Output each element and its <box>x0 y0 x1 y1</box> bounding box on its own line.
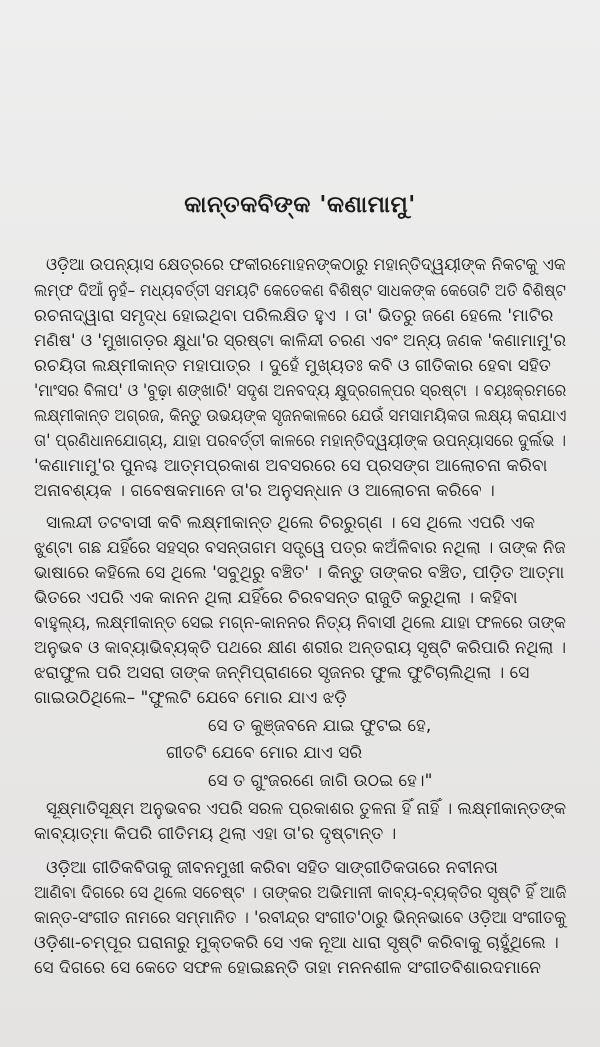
paragraph-1-line: ଓଡ଼ିଆ ଉପନ୍ୟାସ କ୍ଷେତ୍ରରେ ଫକୀରମୋହନଙ୍କଠାରୁ ମହାନ୍ତିଦ୍ୱୟୀଙ୍କ ନିକଟକୁ ଏକ <box>46 255 566 275</box>
paragraph-2-line: ବାହୁଲ୍ୟ, ଲକ୍ଷ୍ମୀକାନ୍ତ ସେଇ ମଗ୍ନ-କାନନର ନିତ୍ୟ ନିବାସୀ ଥିଲେ ଯାହା ଫଳରେ ତାଙ୍କ <box>34 613 566 633</box>
paragraph-1-line: ଲମ୍ଫ ଦିଆଁ ନୁହଁ– ମଧ୍ୟବର୍ତ୍ତୀ ସମୟଟି କେତେକଣ ବିଶିଷ୍ଟ ସାଧକଙ୍କ କେତୋଟି ଅତି ବିଶିଷ୍ଟ <box>34 281 566 301</box>
paragraph-3-line: କାବ୍ୟାତ୍ମା କିପରି ଗୀତିମୟ ଥିଲା ଏହା ତା'ର ଦୃଷ୍ଟାନ୍ତ । <box>34 824 397 844</box>
paragraph-1-line: ଅନାବଶ୍ୟକ । ଗବେଷକମାନେ ତା'ର ଅନୁସନ୍ଧାନ ଓ ଆଲୋଚନା କରିବେ । <box>34 481 495 501</box>
paragraph-1-line: ତା' ପ୍ରଣିଧାନଯୋଗ୍ୟ, ଯାହା ପରବର୍ତ୍ତୀ କାଳରେ ମହାନ୍ତିଦ୍ୱୟୀଙ୍କ ଉପନ୍ୟାସରେ ଦୁର୍ଲଭ । <box>34 431 567 451</box>
verse-line: ସେ ତ କୁଞ୍ଜବନେ ଯାଇ ଫୁଟଇ ହେ, <box>208 716 432 736</box>
paragraph-2-line: ଭିତରେ ଏପରି ଏକ କାନନ ଥିଲା ଯହିଁରେ ଚିରବସନ୍ତ ରାଜୁତି କରୁଥିଲା । କହିବା <box>34 588 518 608</box>
paragraph-4-line: ଓଡ଼ିଶା-ଚମ୍ପୂର ଘରାନାରୁ ମୁକ୍ତକରି ସେ ଏକ ନୂଆ ଧାରା ସୃଷ୍ଟି କରିବାକୁ ଚାହୁଁଥିଲେ । <box>34 933 559 953</box>
paragraph-4-line: ଓଡ଼ିଆ ଗୀତିକବିତାକୁ ଜୀବନମୁଖୀ କରିବା ସହିତ ସାଙ୍ଗୀତିକତାରେ ନବୀନତା <box>46 858 498 878</box>
verse-line: ଗୀତଟି ଯେବେ ମୋର ଯାଏ ସରି <box>166 743 363 763</box>
paragraph-3-line: ସୂକ୍ଷ୍ମାତିସୂକ୍ଷ୍ମ ଅନୁଭବର ଏପରି ସରଳ ପ୍ରକାଶର ତୁଳନା ହିଁ ନାହିଁ । ଲକ୍ଷ୍ମୀକାନ୍ତଙ୍କ <box>46 799 567 819</box>
paragraph-1-line: ଲକ୍ଷ୍ମୀକାନ୍ତ ଅଗ୍ରଜ, କିନ୍ତୁ ଉଭୟଙ୍କ ସୃଜନକାଳରେ ଯେଉଁ ସମସାମୟିକତା ଲକ୍ଷ୍ୟ କରାଯାଏ <box>34 406 567 426</box>
paragraph-4-line: ସେ ଦିଗରେ ସେ କେତେ ସଫଳ ହୋଇଛନ୍ତି ତାହା ମନନଶୀଳ ସଂଗୀତବିଶାରଦମାନେ <box>34 958 541 978</box>
paragraph-2-line: ସାଲନ୍ଦୀ ତଟବାସୀ କବି ଲକ୍ଷ୍ମୀକାନ୍ତ ଥିଲେ ଚିରରୁଗ୍ଣ । ସେ ଥିଲେ ଏପରି ଏକ <box>46 513 535 533</box>
paragraph-2-line: ଗାଇଉଠିଥିଲେ– "ଫୁଲଟି ଯେବେ ମୋର ଯାଏ ଝଡ଼ି <box>34 688 347 708</box>
paragraph-1-line: 'ମାଂସର ବିଳାପ' ଓ 'ବୁଢ଼ା ଶଙ୍ଖାରି' ସଦୃଶ ଅନବଦ୍ୟ କ୍ଷୁଦ୍ରଗଳ୍ପର ସ୍ରଷ୍ଟା । ବୟଃକ୍ରମରେ <box>34 381 567 401</box>
chapter-title: କାନ୍ତକବିଙ୍କ 'କଣାମାମୁ' <box>184 192 416 218</box>
paragraph-1-line: ରଚନାଦ୍ୱାରା ସମୃଦ୍ଧ ହୋଇଥିବା ପରିଲକ୍ଷିତ ହୁଏ । ତା' ଭିତରୁ ଜଣେ ହେଲେ 'ମାଟିର <box>34 306 554 326</box>
paragraph-1-line: ରଚୟିତା ଲକ୍ଷ୍ମୀକାନ୍ତ ମହାପାତ୍ର । ଦୁହେଁ ମୁଖ୍ୟତଃ କବି ଓ ଗୀତିକାର ହେବା ସହିତ <box>34 356 551 376</box>
verse-line: ସେ ତ ଗୁଂଜରଣେ ଜାଗି ଉଠଇ ହେ।" <box>208 771 433 791</box>
paragraph-2-line: ଭାଷାରେ କହିଲେ ସେ ଥିଲେ 'ସବୁଥିରୁ ବଞ୍ଚିତ' । କିନ୍ତୁ ତାଙ୍କର ବଞ୍ଚିତ, ପୀଡ଼ିତ ଆତ୍ମା <box>34 563 565 583</box>
paragraph-2-line: ଝରାଫୁଲ ପରି ଅସରା ତାଙ୍କ ଜନ୍ମିପ୍ରାଣରେ ସୃଜନର ଫୁଲ ଫୁଟିଚାଲିଥିଲା । ସେ <box>34 663 530 683</box>
paragraph-4-line: ଆଣିବା ଦିଗରେ ସେ ଥିଲେ ସଚେଷ୍ଟ । ତାଙ୍କର ଅଭିମାନୀ କାବ୍ୟ-ବ୍ୟକ୍ତିର ସୃଷ୍ଟି ହିଁ ଆଜି <box>34 883 567 903</box>
paragraph-2-line: ଅନୁଭବ ଓ କାବ୍ୟାଭିବ୍ୟକ୍ତି ପଥରେ କ୍ଷୀଣ ଶରୀର ଅନ୍ତରାୟ ସୃଷ୍ଟି କରିପାରି ନଥିଲା । <box>34 638 567 658</box>
paragraph-4-line: କାନ୍ତ-ସଂଗୀତ ନାମରେ ସମ୍ମାନିତ । 'ରବୀନ୍ଦ୍ର ସଂଗୀତ'ଠାରୁ ଭିନ୍ନଭାବେ ଓଡ଼ିଆ ସଂଗୀତକୁ <box>34 908 567 928</box>
paragraph-1-line: ମଣିଷ' ଓ 'ମୁଖାଗଡ଼ର କ୍ଷୁଧା'ର ସ୍ରଷ୍ଟା କାଳିନ୍ଦୀ ଚରଣ ଏବଂ ଅନ୍ୟ ଜଣକ 'କଣାମାମୁ'ର <box>34 331 567 351</box>
paragraph-2-line: ଝୁଣ୍ଟା ଗଛ ଯହିଁରେ ସହସ୍ର ବସନ୍ତାଗମ ସତ୍ତ୍ୱେ ପତ୍ର କଅଁଳିବାର ନଥିଲା । ତାଙ୍କ ନିଜ <box>34 538 566 558</box>
paragraph-1-line: 'କଣାମାମୁ'ର ପୁନଶ୍ଚ ଆତ୍ମପ୍ରକାଶ ଅବସରରେ ସେ ପ୍ରସଙ୍ଗ ଆଲୋଚନା କରିବା <box>34 456 548 476</box>
